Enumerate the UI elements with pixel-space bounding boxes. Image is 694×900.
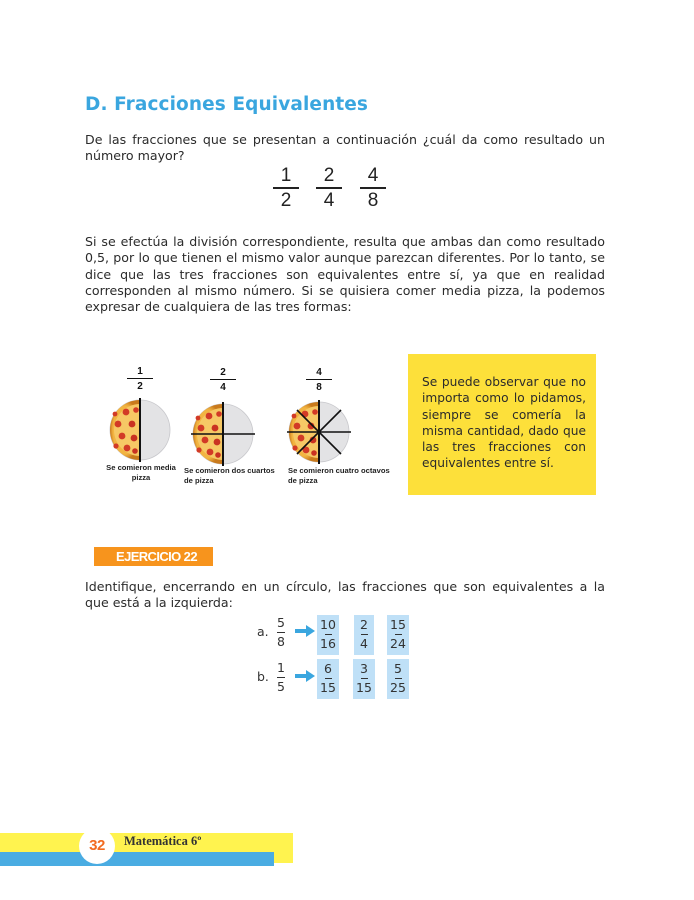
numerator: 15 (390, 617, 406, 632)
denominator: 24 (390, 636, 406, 651)
pizza-1-fraction (127, 367, 153, 392)
denominator: 2 (137, 381, 143, 392)
denominator: 16 (320, 636, 336, 651)
numerator: 5 (394, 661, 402, 676)
option-a-3[interactable] (387, 615, 409, 655)
pizza-2-fraction (210, 368, 236, 393)
footer-blue-band (0, 852, 274, 866)
caption-line: Se comieron dos cuartos (184, 466, 275, 475)
numerator: 4 (316, 367, 322, 378)
denominator: 4 (220, 382, 226, 393)
caption-line: Se comieron media (106, 463, 176, 472)
numerator: 10 (320, 617, 336, 632)
fraction-bar (395, 678, 402, 679)
option-a-2[interactable] (354, 615, 374, 655)
arrow-right-icon (295, 670, 315, 682)
option-b-2[interactable] (353, 659, 375, 699)
fraction-bar (127, 378, 153, 379)
denominator: 15 (356, 680, 372, 695)
fraction-1-2 (273, 166, 299, 211)
numerator: 2 (360, 617, 368, 632)
fraction-bar (395, 634, 402, 635)
option-b-1[interactable] (317, 659, 339, 699)
caption-line: pizza (131, 473, 151, 482)
exercise-instruction: Identifique, encerrando en un círculo, las fracciones que son equivalentes a la que está a la izquierda: (85, 579, 605, 611)
book-title: Matemática 6º (124, 834, 202, 848)
numerator: 6 (324, 661, 332, 676)
caption-line: de pizza (184, 476, 214, 485)
numerator: 4 (367, 165, 379, 186)
fraction-bar (325, 634, 332, 635)
numerator: 3 (360, 661, 368, 676)
numerator: 1 (137, 366, 143, 377)
note-box: Se puede observar que no importa como lo pidamos, siempre se comería la misma cantidad, dado que las tres fracciones con equivalentes entre sí. (408, 354, 596, 495)
pizza-eighths-icon (287, 400, 351, 464)
item-a-label: a. (257, 624, 269, 639)
fraction-bar (361, 634, 368, 635)
denominator: 4 (323, 189, 335, 211)
pizza-quarters-icon (191, 402, 255, 466)
denominator: 25 (390, 680, 406, 695)
denominator: 8 (316, 382, 322, 393)
caption-line: Se comieron cuatro octavos (288, 466, 390, 475)
numerator: 2 (220, 367, 226, 378)
pizza-1-caption (96, 463, 186, 483)
fraction-bar (316, 187, 342, 189)
option-a-1[interactable] (317, 615, 339, 655)
denominator: 5 (277, 679, 285, 694)
question-paragraph: De las fracciones que se presentan a continuación ¿cuál da como resultado un número mayor? (85, 132, 605, 164)
section-title: D. Fracciones Equivalentes (85, 94, 369, 115)
fraction-bar (273, 187, 299, 189)
item-b-label: b. (257, 669, 269, 684)
pizza-2-caption (184, 466, 275, 486)
denominator: 15 (320, 680, 336, 695)
pizza-half-icon (108, 398, 172, 462)
denominator: 8 (367, 189, 379, 211)
fraction-bar (360, 187, 386, 189)
item-b-given-fraction (270, 661, 292, 694)
denominator: 4 (360, 636, 368, 651)
fraction-bar (277, 677, 285, 678)
denominator: 8 (277, 634, 285, 649)
fraction-bar (277, 632, 285, 633)
page-number: 32 (79, 828, 115, 864)
fraction-bar (210, 379, 236, 380)
fraction-bar (325, 678, 332, 679)
pizza-3-fraction (306, 368, 332, 393)
fraction-2-4 (316, 166, 342, 211)
exercise-badge: EJERCICIO 22 (94, 547, 213, 566)
fraction-4-8 (360, 166, 386, 211)
numerator: 5 (277, 615, 285, 630)
fraction-bar (306, 379, 332, 380)
item-a-given-fraction (270, 616, 292, 649)
numerator: 2 (323, 165, 335, 186)
denominator: 2 (280, 189, 292, 211)
pizza-3-caption (288, 466, 390, 486)
caption-line: de pizza (288, 476, 318, 485)
fraction-bar (361, 678, 368, 679)
numerator: 1 (277, 660, 285, 675)
explanation-paragraph: Si se efectúa la división correspondiente, resulta que ambas dan como resultado 0,5, por lo que tienen el mismo valor aunque parezcan diferentes. Por lo tanto, se dice que las tres fracciones son equivalentes entre sí, ya que en realidad corresponden al mismo número. Si se quisiera comer media pizza, la podemos expresar de cualquiera de las tres formas: (85, 234, 605, 315)
option-b-3[interactable] (387, 659, 409, 699)
numerator: 1 (280, 165, 292, 186)
arrow-right-icon (295, 625, 315, 637)
